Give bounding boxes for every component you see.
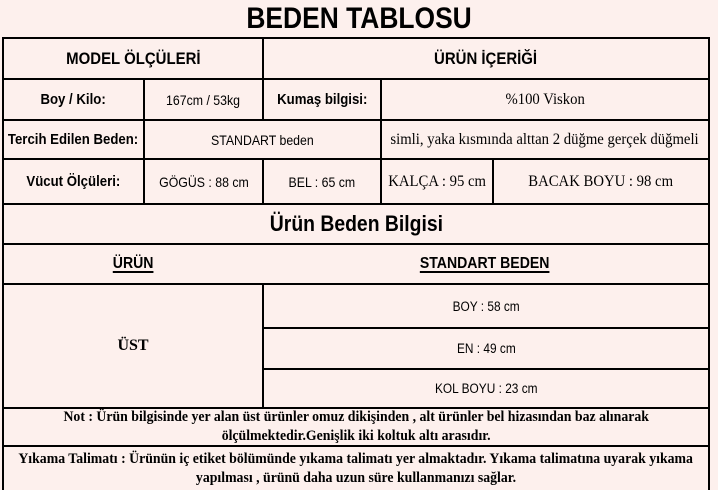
body-measurements-label: Vücut Ölçüleri:: [26, 173, 121, 190]
model-measurements-header-text: MODEL ÖLÇÜLERİ: [65, 48, 201, 68]
fabric-value: %100 Viskon: [380, 80, 708, 119]
waist-value: BEL : 65 cm: [262, 160, 380, 203]
section-title: Ürün Beden Bilgisi: [269, 211, 443, 236]
chest-value: GÖGÜS : 88 cm: [143, 160, 262, 203]
note-row: [4, 409, 708, 447]
height-weight-label: Boy / Kilo:: [40, 91, 107, 108]
leg-length-value: BACAK BOYU : 98 cm: [492, 160, 708, 203]
hip-value: KALÇA : 95 cm: [380, 160, 492, 203]
measurement-rows: [262, 285, 708, 407]
page-title-text: BEDEN TABLOSU: [246, 1, 472, 35]
body-measurements-row: [4, 160, 708, 205]
model-measurements-header: [4, 39, 262, 78]
length-value: BOY : 58 cm: [264, 285, 708, 329]
preferred-size-row: [4, 121, 708, 160]
fabric-label: Kumaş bilgisi:: [262, 80, 380, 119]
section-title-row: [4, 205, 708, 245]
size-chart-table: [2, 37, 710, 490]
page-title: [0, 0, 718, 37]
size-table-header-row: [4, 245, 708, 285]
wash-instructions-text: Yıkama Talimatı : Ürünün iç etiket bölümünde yıkama talimatı yer almaktadır. Yıkama talimatına uyarak yıkama yapılması , ürünü daha uzun süre kullanmanızı sağlar.: [18, 450, 694, 486]
size-column-header: STANDART BEDEN: [420, 255, 550, 272]
product-name: ÜST: [117, 337, 149, 354]
product-detail-value: simli, yaka kısmında alttan 2 düğme gerçek düğmeli: [380, 121, 708, 158]
width-value: EN : 49 cm: [264, 329, 708, 370]
product-content-header: [262, 39, 708, 78]
preferred-size-label: Tercih Edilen Beden:: [8, 131, 139, 148]
wash-instructions-row: [4, 447, 708, 490]
product-measurements-block: [4, 285, 708, 409]
note-text: Not : Ürün bilgisinde yer alan üst ürünler omuz dikişinden , alt ürünler bel hizasından baz alınarak ölçülmektedir.Genişlik iki koltuk altı arasıdır.: [63, 409, 649, 444]
table-header-row: [4, 39, 708, 80]
product-column-header: ÜRÜN: [112, 255, 154, 272]
height-weight-value: 167cm / 53kg: [143, 80, 262, 119]
preferred-size-value: STANDART beden: [143, 121, 380, 158]
sleeve-value: KOL BOYU : 23 cm: [434, 381, 538, 396]
product-content-header-text: ÜRÜN İÇERİĞİ: [434, 48, 538, 68]
height-weight-row: [4, 80, 708, 121]
